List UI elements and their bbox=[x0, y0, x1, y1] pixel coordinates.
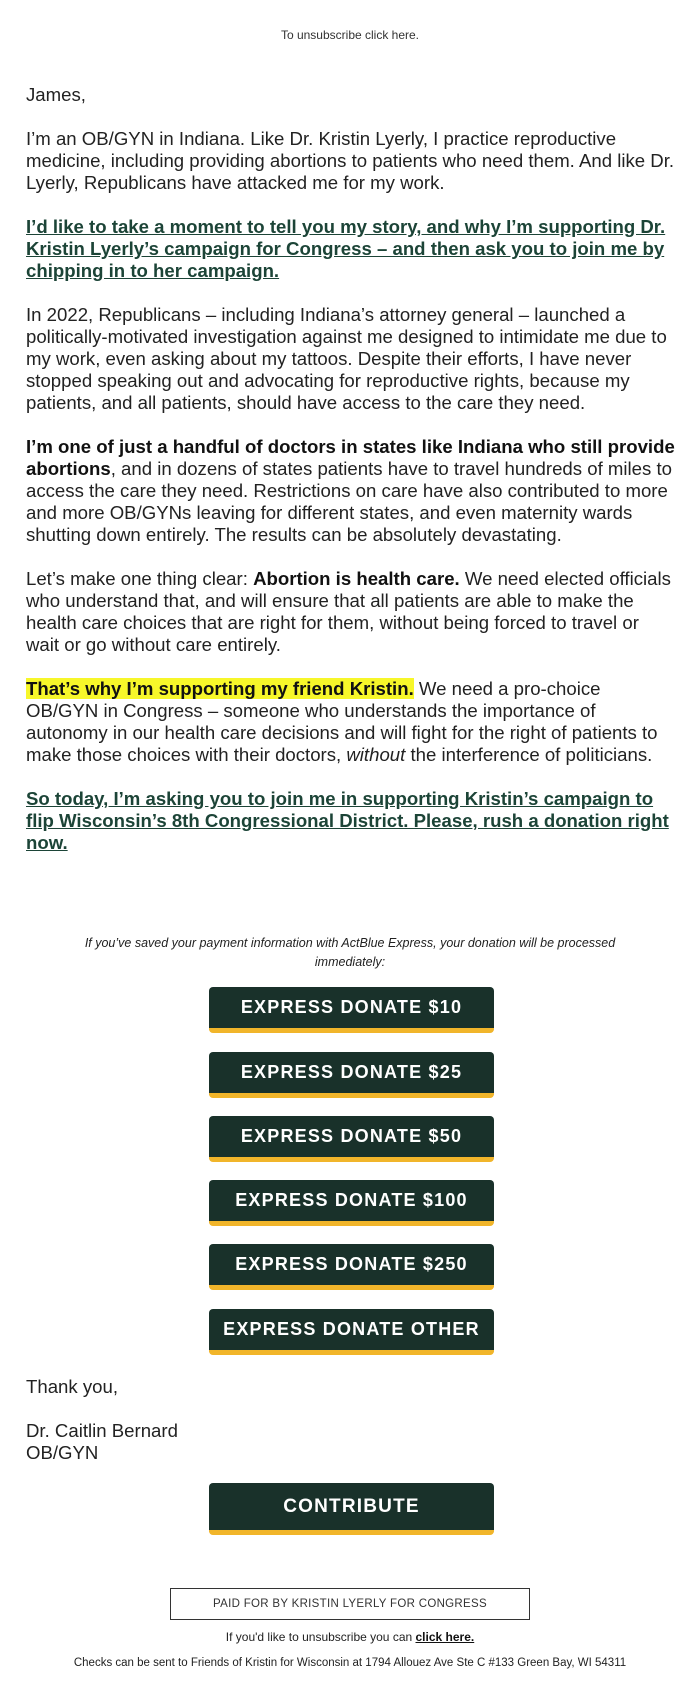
unsubscribe-prefix: If you'd like to unsubscribe you can bbox=[225, 1630, 416, 1644]
express-donate-other-button[interactable]: EXPRESS DONATE OTHER bbox=[209, 1309, 494, 1355]
paragraph-ask bbox=[26, 788, 676, 854]
unsubscribe-link[interactable]: click here. bbox=[415, 1630, 475, 1644]
health-care-intro: Let’s make one thing clear: bbox=[26, 568, 254, 589]
signoff bbox=[26, 1376, 426, 1464]
signer-title: OB/GYN bbox=[26, 1442, 99, 1463]
express-donate-100-button[interactable]: EXPRESS DONATE $100 bbox=[209, 1180, 494, 1226]
health-care-text: We need elected officials who understand that, and will ensure that all patients are able to make the health care choices that are right for them, without being forced to travel or wait or go without care entirely. bbox=[26, 568, 671, 655]
express-donate-note: If you’ve saved your payment information with ActBlue Express, your donation will be processed immediately: bbox=[84, 936, 616, 969]
express-donate-25-button[interactable]: EXPRESS DONATE $25 bbox=[209, 1052, 494, 1098]
paragraph-story-cta bbox=[26, 216, 676, 282]
thanks-text: Thank you, bbox=[26, 1376, 118, 1397]
paragraph-health-care bbox=[26, 568, 676, 656]
mailing-address: Checks can be sent to Friends of Kristin for Wisconsin at 1794 Allouez Ave Ste C #133 Green Bay, WI 54311 bbox=[73, 1657, 627, 1669]
greeting: James, bbox=[26, 84, 86, 105]
express-donate-250-button[interactable]: EXPRESS DONATE $250 bbox=[209, 1244, 494, 1290]
paragraph-doctors bbox=[26, 436, 676, 546]
paragraph-support bbox=[26, 678, 676, 766]
signer-name: Dr. Caitlin Bernard bbox=[26, 1420, 178, 1441]
express-donate-50-button[interactable]: EXPRESS DONATE $50 bbox=[209, 1116, 494, 1162]
contribute-button[interactable]: CONTRIBUTE bbox=[209, 1483, 494, 1535]
support-italic-text: without bbox=[346, 744, 406, 765]
paragraph-intro: I’m an OB/GYN in Indiana. Like Dr. Kristin Lyerly, I practice reproductive medicine, including providing abortions to patients who need them. And like Dr. Lyerly, Republicans have attacked me for my work. bbox=[26, 128, 675, 193]
support-highlight-text: That’s why I’m supporting my friend Kristin. bbox=[26, 678, 414, 699]
doctors-bold-text: I’m one of just a handful of doctors in states like Indiana who still provide abortions bbox=[26, 436, 675, 479]
bottom-unsubscribe bbox=[0, 1630, 700, 1644]
letter-body bbox=[26, 84, 676, 876]
express-donate-10-button[interactable]: EXPRESS DONATE $10 bbox=[209, 987, 494, 1033]
health-care-bold-text: Abortion is health care. bbox=[253, 568, 460, 589]
paragraph-investigation: In 2022, Republicans – including Indiana’s attorney general – launched a politically-motivated investigation against me designed to intimidate me due to my work, even asking about my tattoos. Despite their efforts, I have never stopped speaking out and advocating for reproductive rights, because my patients, and all patients, should have access to the care they need. bbox=[26, 304, 667, 413]
support-text: We need a pro-choice OB/GYN in Congress – someone who understands the importance of autonomy in our health care decisions and will fight for the right of patients to make those choices with their doctors, bbox=[26, 678, 658, 765]
ask-donate-link[interactable]: So today, I’m asking you to join me in supporting Kristin’s campaign to flip Wisconsin’s 8th Congressional District. Please, rush a donation right now. bbox=[26, 788, 669, 853]
doctors-text: , and in dozens of states patients have to travel hundreds of miles to access the care they need. Restrictions on care have also contributed to more and more OB/GYNs leaving for different states, and even maternity wards shutting down entirely. The results can be absolutely devastating. bbox=[26, 458, 672, 545]
top-unsubscribe-link[interactable]: To unsubscribe click here. bbox=[280, 28, 420, 42]
support-end-text: the interference of politicians. bbox=[405, 744, 653, 765]
paid-for-disclaimer: PAID FOR BY KRISTIN LYERLY FOR CONGRESS bbox=[170, 1588, 530, 1620]
story-donate-link[interactable]: I’d like to take a moment to tell you my story, and why I’m supporting Dr. Kristin Lyerly’s campaign for Congress – and then ask you to join me by chipping in to her campaign. bbox=[26, 216, 666, 281]
